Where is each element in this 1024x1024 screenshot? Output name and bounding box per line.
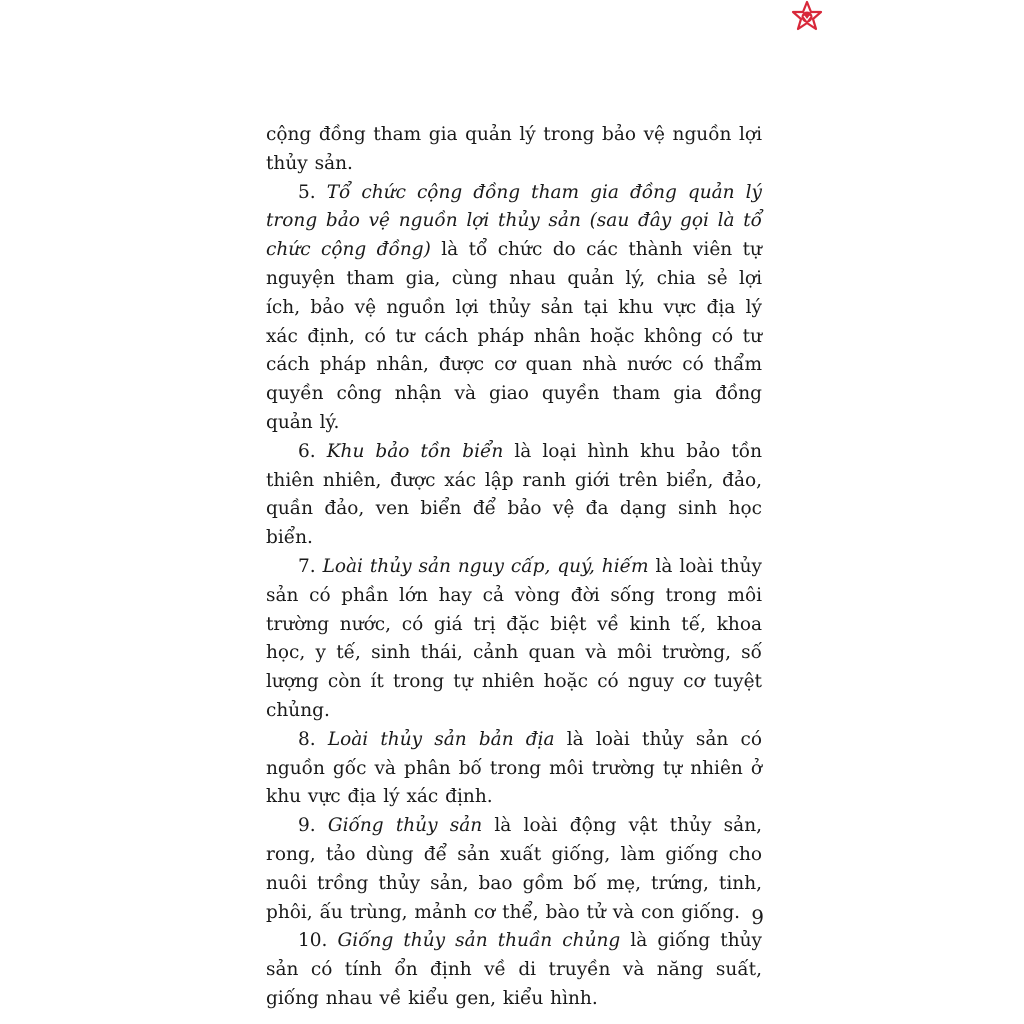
defined-term: Tổ chức cộng đồng tham gia đồng quản lý trong bảo vệ nguồn lợi thủy sản (sau đây gọi là tổ chức cộng đồng) (266, 181, 762, 261)
publisher-star-logo-icon (782, 0, 832, 38)
definition-text: là tổ chức do các thành viên tự nguyện tham gia, cùng nhau quản lý, chia sẻ lợi ích, bảo vệ nguồn lợi thủy sản tại khu vực địa lý xác định, có tư cách pháp nhân hoặc không có tư cách pháp nhân, được cơ quan nhà nước có thẩm quyền công nhận và giao quyền tham gia đồng quản lý. (266, 239, 762, 433)
defined-term: Giống thủy sản thuần chủng (337, 930, 621, 952)
defined-term: Khu bảo tồn biển (326, 440, 504, 462)
definition-item-9 (266, 812, 762, 927)
defined-term: Giống thủy sản (327, 815, 483, 837)
item-number: 5. (298, 181, 327, 203)
definition-text: là giống thủy sản có tính ổn định về di truyền và năng suất, giống nhau về kiểu gen, kiểu hình. (266, 930, 762, 1009)
definition-item-8 (266, 726, 762, 812)
item-number: 8. (298, 728, 328, 750)
definition-item-6 (266, 438, 762, 553)
definition-text: là loài thủy sản có phần lớn hay cả vòng đời sống trong môi trường nước, có giá trị đặc biệt về kinh tế, khoa học, y tế, sinh thái, cảnh quan và môi trường, số lượng còn ít trong tự nhiên hoặc có nguy cơ tuyệt chủng. (266, 555, 762, 721)
definition-text: là loại hình khu bảo tồn thiên nhiên, được xác lập ranh giới trên biển, đảo, quần đảo, ven biển để bảo vệ đa dạng sinh học biển. (266, 440, 762, 549)
item-number: 6. (298, 440, 327, 462)
definition-item-7 (266, 553, 762, 726)
definition-item-10 (266, 927, 762, 1013)
page-number: 9 (751, 905, 764, 929)
paragraph-text: cộng đồng tham gia quản lý trong bảo vệ nguồn lợi thủy sản. (266, 124, 762, 174)
definition-text: là loài thủy sản có nguồn gốc và phân bố trong môi trường tự nhiên ở khu vực địa lý xác định. (266, 728, 762, 808)
definition-item-5 (266, 179, 762, 438)
defined-term: Loài thủy sản bản địa (327, 728, 555, 750)
item-number: 10. (298, 930, 338, 952)
item-number: 7. (298, 555, 323, 577)
law-article-text (266, 121, 762, 1014)
item-number: 9. (298, 815, 328, 837)
definition-text: là loài động vật thủy sản, rong, tảo dùng để sản xuất giống, làm giống cho nuôi trồng thủy sản, bao gồm bố mẹ, trứng, tinh, phôi, ấu trùng, mảnh cơ thể, bào tử và con giống. (266, 815, 763, 923)
paragraph-continuation (266, 121, 762, 179)
defined-term: Loài thủy sản nguy cấp, quý, hiếm (322, 555, 649, 577)
